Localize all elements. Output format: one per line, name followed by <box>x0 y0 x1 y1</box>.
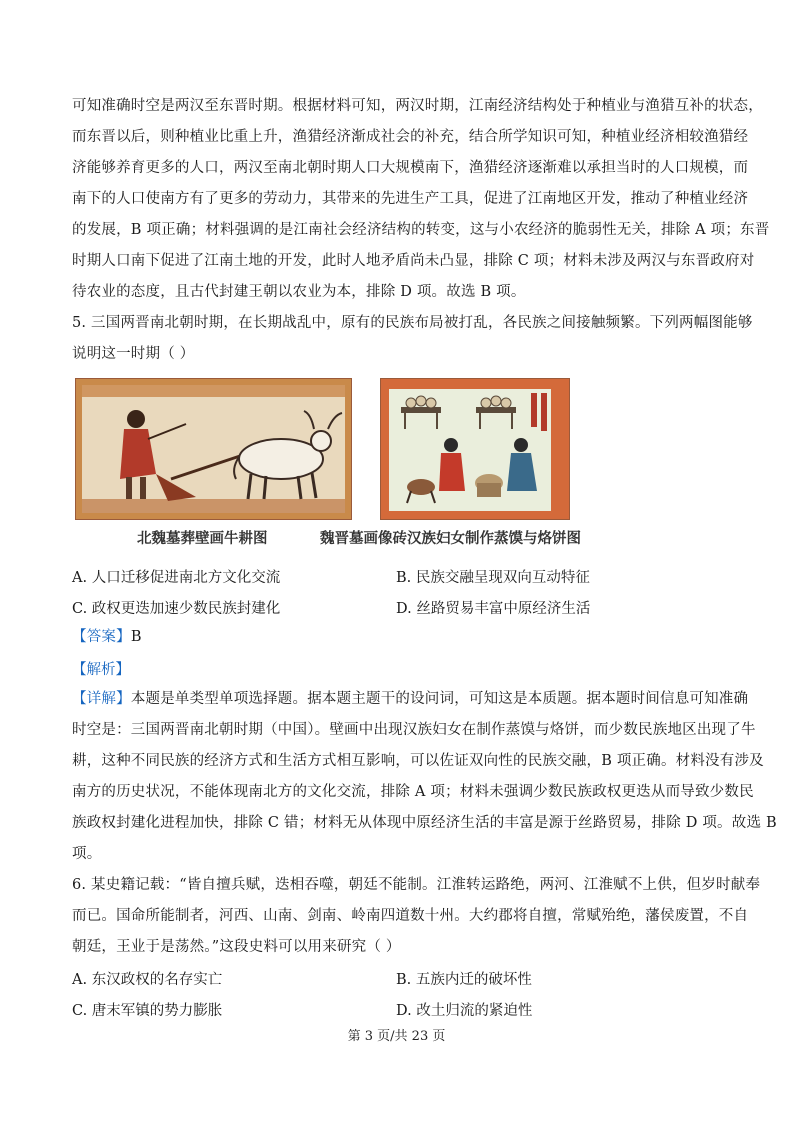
q5-option-b: B. 民族交融呈现双向互动特征 <box>396 570 590 586</box>
answer-row <box>72 627 142 647</box>
page-footer: 第 3 页/共 23 页 <box>347 1029 446 1044</box>
detail-line: 南方的历史状况，不能体现南北方的文化交流，排除 A 项；材料未强调少数民族政权更迭从而导致少数民 <box>72 784 754 800</box>
detail-line: 时空是：三国两晋南北朝时期（中国）。壁画中出现汉族妇女在制作蒸馍与烙饼，而少数民族地区出现了牛 <box>72 722 756 738</box>
text-line: 时期人口南下促进了江南土地的开发，此时人地矛盾尚未凸显，排除 C 项；材料未涉及两汉与东晋政府对 <box>72 253 755 269</box>
text-line: 济能够养育更多的人口，两汉至南北朝时期人口大规模南下，渔猎经济逐渐难以承担当时的人口规模，而 <box>72 160 749 176</box>
detail-tag: 【详解】 <box>72 691 131 707</box>
q5-option-d: D. 丝路贸易丰富中原经济生活 <box>396 601 591 617</box>
text-line: 而东晋以后，则种植业比重上升，渔猎经济渐成社会的补充，结合所学知识可知，种植业经济相较渔猎经 <box>72 129 749 145</box>
text-line: 南下的人口使南方有了更多的劳动力，其带来的先进生产工具，促进了江南地区开发，推动了种植业经济 <box>72 191 749 207</box>
question-5-stem: 5. 三国两晋南北朝时期，在长期战乱中，原有的民族布局被打乱，各民族之间接触频繁。下列两幅图能够 <box>72 315 753 331</box>
question-5-stem-cont: 说明这一时期（ ） <box>72 346 195 362</box>
detail-line: 族政权封建化进程加快，排除 C 错；材料无从体现中原经济生活的丰富是源于丝路贸易，排除 D 项。故选 B <box>72 815 777 831</box>
q5-option-c: C. 政权更迭加速少数民族封建化 <box>72 601 281 617</box>
analysis-tag: 【解析】 <box>72 662 130 678</box>
q6-option-c: C. 唐末军镇的势力膨胀 <box>72 1003 223 1019</box>
figure-2-caption: 魏晋墓画像砖汉族妇女制作蒸馍与烙饼图 <box>320 531 581 547</box>
text-line: 可知准确时空是两汉至东晋时期。根据材料可知，两汉时期，江南经济结构处于种植业与渔猎互补的状态， <box>72 98 763 114</box>
detail-line: 【详解】本题是单类型单项选择题。据本题主题干的设问词，可知这是本质题。据本题时间信息可知准确 <box>72 691 749 707</box>
detail-line: 耕，这种不同民族的经济方式和生活方式相互影响，可以佐证双向性的民族交融，B 项正确。材料没有涉及 <box>72 753 764 769</box>
q5-option-a: A. 人口迁移促进南北方文化交流 <box>72 570 281 586</box>
q6-option-a: A. 东汉政权的名存实亡 <box>72 972 223 988</box>
brick-painting-women-cooking-image <box>380 378 570 520</box>
answer-value: B <box>130 629 142 645</box>
question-6-stem-cont: 而已。国命所能制者，河西、山南、剑南、岭南四道数十州。大约郡将自擅，常赋殆绝，藩侯废置，不自 <box>72 908 749 924</box>
question-6-stem: 6. 某史籍记载：“皆自擅兵赋，迭相吞噬，朝廷不能制。江淮转运路绝，两河、江淮赋不上供，但岁时献奉 <box>72 877 761 893</box>
detail-line: 项。 <box>72 846 102 862</box>
text-line: 待农业的态度，且古代封建王朝以农业为本，排除 D 项。故选 B 项。 <box>72 284 526 300</box>
ox-plough-mural-image <box>75 378 352 520</box>
q6-option-b: B. 五族内迁的破坏性 <box>396 972 532 988</box>
figure-1-caption: 北魏墓葬壁画牛耕图 <box>137 531 268 547</box>
text-line: 的发展，B 项正确；材料强调的是江南社会经济结构的转变，这与小农经济的脆弱性无关，排除 A 项；东晋 <box>72 222 770 238</box>
answer-tag: 【答案】 <box>72 629 131 645</box>
question-6-stem-cont: 朝廷，王业于是荡然。”这段史料可以用来研究（ ） <box>72 939 401 955</box>
q6-option-d: D. 改土归流的紧迫性 <box>396 1003 533 1019</box>
